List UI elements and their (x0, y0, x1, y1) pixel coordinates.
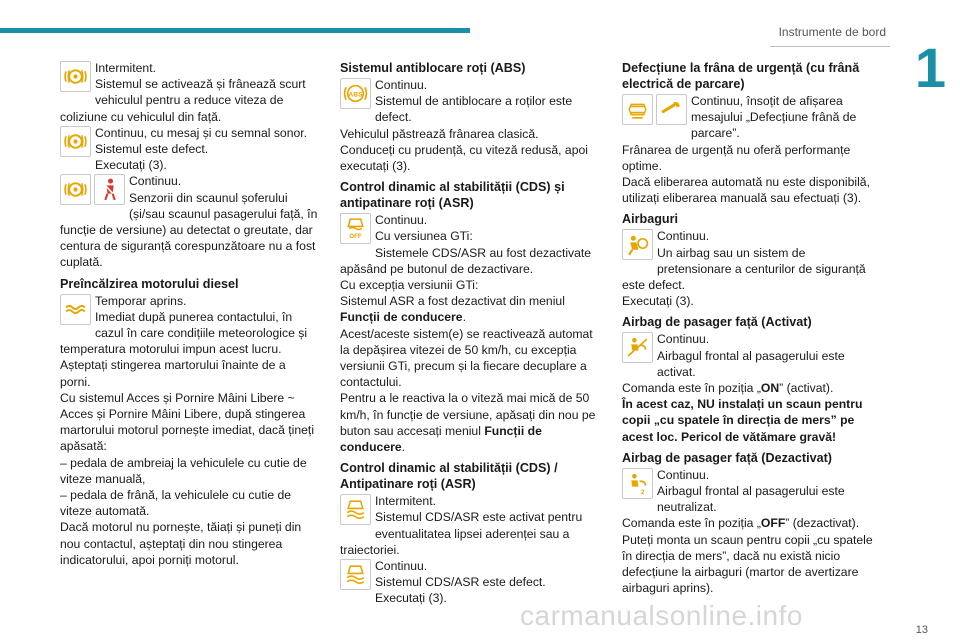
status-text: Continuu. (375, 559, 428, 574)
description-text: Sistemul se activează și frânează scurt vehiculul pentru a reduce viteza de coliziune cu vehiculul din față. (60, 77, 306, 124)
heading-passenger-airbag-off: Airbag de pasager față (Dezactivat) (622, 450, 832, 465)
wrench-icon (656, 94, 687, 125)
description-text: Un airbag sau un sistem de pretensionare a centurilor de siguranță este defect. (622, 245, 866, 293)
svg-text:OFF: OFF (349, 233, 362, 241)
action-text: Executați (3). (622, 294, 694, 309)
action-text: Executați (3). (375, 591, 447, 606)
esp-off-icon (340, 213, 371, 244)
heading-emergency-brake: Defecțiune la frâna de urgență (cu frână electrică de parcare) (622, 61, 860, 91)
paragraph: Cu excepția versiunii GTi: (340, 278, 479, 293)
paragraph: Dacă eliberarea automată nu este disponibilă, utilizați eliberarea manuală sau efectuați (3). (622, 175, 870, 206)
header-divider (770, 46, 890, 47)
collision-warning-icon (60, 174, 91, 205)
warning-block-abs (340, 77, 598, 174)
page-number: 13 (915, 624, 928, 636)
status-text: Continuu, cu mesaj și cu semnal sonor. (95, 125, 308, 140)
esp-icon (340, 494, 371, 525)
paragraph: Vehiculul păstrează frânarea clasică. (340, 126, 539, 141)
heading-abs: Sistemul antiblocare roți (ABS) (340, 61, 526, 75)
warning-block-airbag-off (622, 467, 880, 597)
paragraph: Sistemele CDS/ASR au fost dezactivate apăsând pe butonul de dezactivare. (340, 245, 592, 276)
description-text: Sistemul este defect. (95, 142, 209, 157)
status-text: Continuu. (657, 229, 710, 244)
chapter-number: 1 (914, 36, 946, 99)
warning-block-esp-off (340, 212, 598, 455)
warning-block-esp-flashing (340, 493, 598, 558)
description-text: Sistemul CDS/ASR este activat pentru eventualitatea lipsei aderenței sau a traiectoriei. (340, 510, 583, 557)
seatbelt-icon (94, 174, 125, 205)
paragraph: Sistemul ASR a fost dezactivat din meniul Funcții de conducere. (340, 294, 565, 325)
description-text: Imediat după punerea contactului, în cazul în care condițiile meteorologice și temperatura motorului impun acest lucru. (60, 309, 308, 357)
description-text: Sistemul CDS/ASR este defect. (375, 575, 546, 590)
paragraph: Cu sistemul Acces și Pornire Mâini Libere ~ Acces și Pornire Mâini Libere, după stingerea martorului motorul pornește imediat, dacă țineți apăsată: (60, 390, 315, 454)
header-accent-bar (0, 28, 470, 33)
brake-warning-icon (622, 94, 653, 125)
section-title: Instrumente de bord (778, 25, 886, 39)
collision-warning-icon (60, 126, 91, 157)
status-text: Continuu. (657, 467, 710, 482)
paragraph: Pentru a le reactiva la o viteză mai mică de 50 km/h, în funcție de versiune, apăsați din nou pe buton sau accesați meniul Funcții de conducere. (340, 391, 596, 455)
passenger-airbag-off-icon (622, 468, 653, 499)
status-text: Intermitent. (95, 61, 156, 75)
svg-text:2: 2 (640, 488, 645, 496)
description-text: Cu versiunea GTi: (375, 229, 473, 244)
heading-cds-asr: Control dinamic al stabilității (CDS) și antipatinare roți (ASR) (340, 180, 565, 211)
status-text: Continuu. (657, 332, 710, 347)
action-text: Executați (3). (95, 158, 167, 173)
status-text: Continuu. (129, 174, 182, 189)
glow-plug-icon (60, 294, 91, 325)
passenger-airbag-on-icon (622, 332, 653, 363)
paragraph: Frânarea de urgență nu oferă performanțe optime. (622, 142, 851, 173)
heading-diesel-preheat: Preîncălzirea motorului diesel (60, 276, 239, 291)
paragraph: Puteți monta un scaun pentru copii „cu spatele în direcția de mers”, dacă nu există nicio defecțiune la airbaguri (martor de avertizare airbaguri aprins). (622, 532, 873, 596)
svg-text:ABS: ABS (348, 91, 363, 99)
paragraph: Comanda este în poziția „ON” (activat). (622, 381, 834, 396)
description-text: Senzorii din scaunul șoferului (și/sau scaunul pasagerului față, în funcție de versiune) au detectat o greutate, dar centura de siguranță corespunzătoare nu a fost cuplată. (60, 190, 318, 270)
column-1 (60, 60, 318, 568)
paragraph: Așteptați stingerea martorului înainte de a porni. (60, 358, 286, 389)
description-text: Airbagul frontal al pasagerului este activat. (657, 348, 845, 379)
warning-block-seatbelt (60, 173, 318, 270)
status-text: Temporar aprins. (95, 293, 187, 308)
esp-icon (340, 559, 371, 590)
watermark: carmanualsonline.info (520, 600, 803, 631)
warning-block-collision-flashing (60, 60, 318, 125)
paragraph: Acest/aceste sistem(e) se reactivează automat la depășirea vitezei de 50 km/h, cu excepția versiunii GTi, precum și la fiecare decuplare a contactului. (340, 326, 593, 390)
heading-airbags: Airbaguri (622, 212, 678, 227)
abs-icon (340, 78, 371, 109)
status-text: Continuu. (375, 78, 428, 92)
status-text: Continuu. (375, 213, 428, 228)
paragraph: Comanda este în poziția „OFF” (dezactivat). (622, 516, 860, 531)
status-text: Intermitent. (375, 494, 436, 509)
paragraph: Conduceți cu prudență, cu viteză redusă, apoi executați (3). (340, 142, 588, 174)
heading-passenger-airbag-on: Airbag de pasager față (Activat) (622, 315, 812, 330)
airbag-icon (622, 229, 653, 260)
warning-block-glow-plug (60, 293, 318, 568)
heading-cds-asr-2: Control dinamic al stabilității (CDS) / Antipatinare roți (ASR) (340, 461, 558, 492)
description-text: Sistemul de antiblocare a roților este defect. (375, 94, 573, 125)
warning-block-brake (622, 93, 880, 206)
warning-block-airbag-on (622, 331, 880, 444)
column-2 (340, 60, 598, 607)
description-text: Airbagul frontal al pasagerului este neutralizat. (657, 484, 845, 515)
warning-paragraph: În acest caz, NU instalați un scaun pentru copii „cu spatele în direcția de mers” pe acest loc. Pericol de vătămare gravă! (622, 397, 863, 444)
column-3 (622, 60, 880, 596)
status-text: Continuu, însoțit de afișarea mesajului „Defecțiune frână de parcare”. (691, 94, 857, 141)
warning-block-airbag (622, 228, 880, 309)
paragraph: Dacă motorul nu pornește, tăiați și puneți din nou contactul, așteptați din nou stingerea indicatorului, apoi porniți motorul. (60, 520, 302, 567)
warning-block-collision-fault (60, 125, 318, 174)
list-item: – pedala de frână, la vehiculele cu cutie de viteze automată. (60, 488, 292, 519)
collision-warning-icon (60, 61, 91, 92)
list-item: – pedala de ambreiaj la vehiculele cu cutie de viteze manuală, (60, 455, 307, 486)
